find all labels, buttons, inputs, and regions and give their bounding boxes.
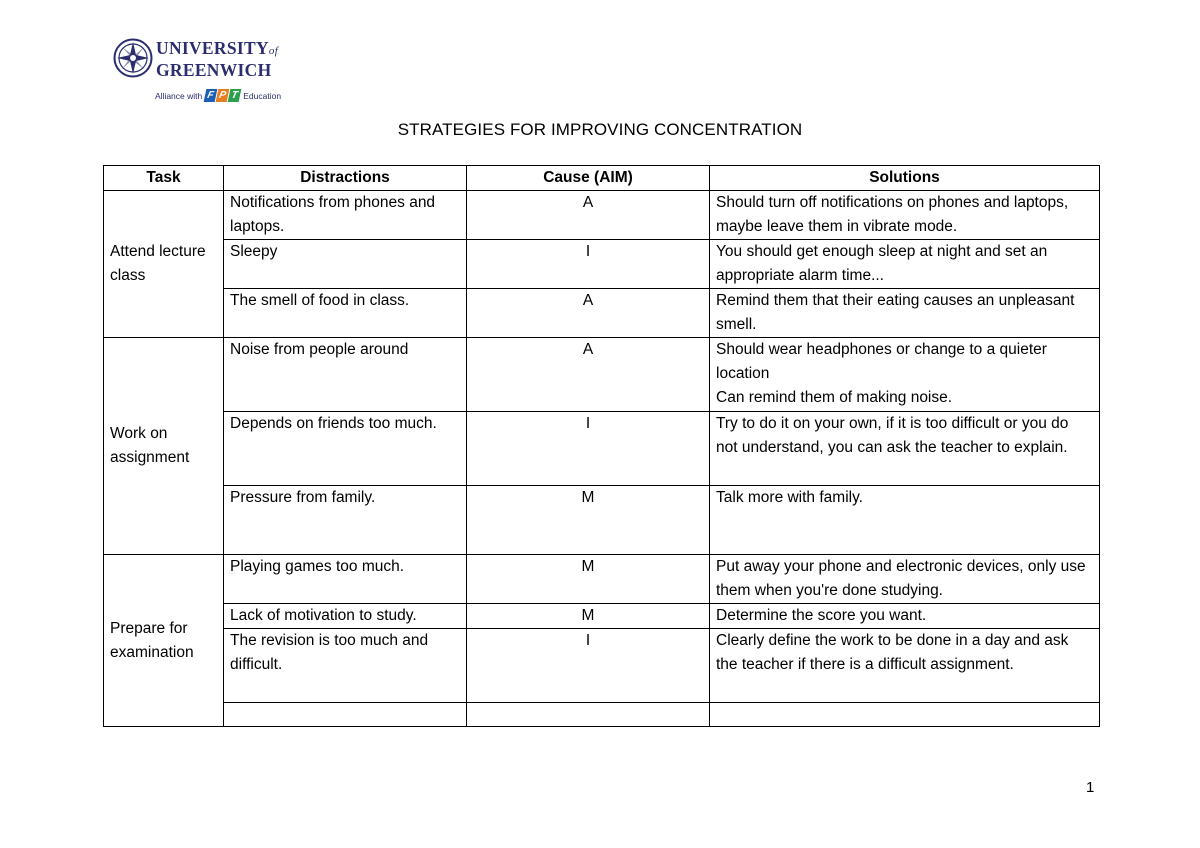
solution-cell (710, 703, 1100, 727)
cause-cell: M (467, 555, 710, 604)
page-number: 1 (1086, 779, 1095, 796)
distraction-cell: Lack of motivation to study. (224, 604, 467, 629)
distraction-cell: Notifications from phones and laptops. (224, 191, 467, 240)
table-row (104, 240, 1100, 289)
distraction-cell: Playing games too much. (224, 555, 467, 604)
strategies-table (103, 165, 1100, 727)
cause-cell: M (467, 486, 710, 555)
table-row (104, 289, 1100, 338)
distraction-cell: The revision is too much and difficult. (224, 629, 467, 703)
education-text: Education (243, 90, 282, 101)
solution-line-extra: Can remind them of making noise. (716, 389, 953, 406)
cause-cell: M (467, 604, 710, 629)
solution-cell: Should turn off notifications on phones and laptops, maybe leave them in vibrate mode. (710, 191, 1100, 240)
solution-cell: You should get enough sleep at night and set an appropriate alarm time... (710, 240, 1100, 289)
cause-cell: A (467, 289, 710, 338)
solution-cell: Put away your phone and electronic devices, only use them when you're done studying. (710, 555, 1100, 604)
cause-cell: I (467, 240, 710, 289)
distraction-cell: Sleepy (224, 240, 467, 289)
solution-cell: Clearly define the work to be done in a day and ask the teacher if there is a difficult assignment. (710, 629, 1100, 703)
page-title: STRATEGIES FOR IMPROVING CONCENTRATION (397, 120, 803, 139)
cause-cell: I (467, 629, 710, 703)
cause-cell: I (467, 412, 710, 486)
table-row (104, 703, 1100, 727)
distraction-cell (224, 703, 467, 727)
solution-cell: Talk more with family. (710, 486, 1100, 555)
distraction-cell: The smell of food in class. (224, 289, 467, 338)
header-distractions: Distractions (224, 166, 467, 191)
fpt-letter-p: P (216, 89, 230, 102)
university-seal-icon (113, 38, 153, 78)
cause-cell: A (467, 338, 710, 412)
task-cell: Attend lecture class (104, 191, 224, 338)
distraction-cell: Pressure from family. (224, 486, 467, 555)
solution-cell: Determine the score you want. (710, 604, 1100, 629)
header-task: Task (104, 166, 224, 191)
alliance-line (155, 89, 281, 102)
solution-cell (710, 338, 1100, 412)
of-word: of (268, 45, 279, 57)
table-header-row (104, 166, 1100, 191)
table-row (104, 412, 1100, 486)
fpt-letter-f: F (204, 89, 218, 102)
solution-cell: Remind them that their eating causes an unpleasant smell. (710, 289, 1100, 338)
task-cell: Prepare for examination (104, 555, 224, 727)
distraction-cell: Noise from people around (224, 338, 467, 412)
table-row (104, 338, 1100, 412)
header-solutions: Solutions (710, 166, 1100, 191)
table-row (104, 604, 1100, 629)
cause-cell (467, 703, 710, 727)
solution-cell: Try to do it on your own, if it is too difficult or you do not understand, you can ask the teacher to explain. (710, 412, 1100, 486)
distraction-cell: Depends on friends too much. (224, 412, 467, 486)
cause-cell: A (467, 191, 710, 240)
task-cell: Work on assignment (104, 338, 224, 555)
table-row (104, 486, 1100, 555)
header-cause: Cause (AIM) (467, 166, 710, 191)
table-row (104, 555, 1100, 604)
university-logo (113, 38, 293, 108)
table-row (104, 191, 1100, 240)
university-word: UNIVERSITY (156, 38, 269, 58)
fpt-logo (205, 89, 240, 102)
alliance-text: Alliance with (155, 90, 203, 101)
fpt-letter-t: T (228, 89, 242, 102)
table-row (104, 629, 1100, 703)
greenwich-word: GREENWICH (156, 60, 272, 80)
university-name (156, 39, 278, 80)
solution-line: Should wear headphones or change to a quieter location (716, 341, 1047, 382)
